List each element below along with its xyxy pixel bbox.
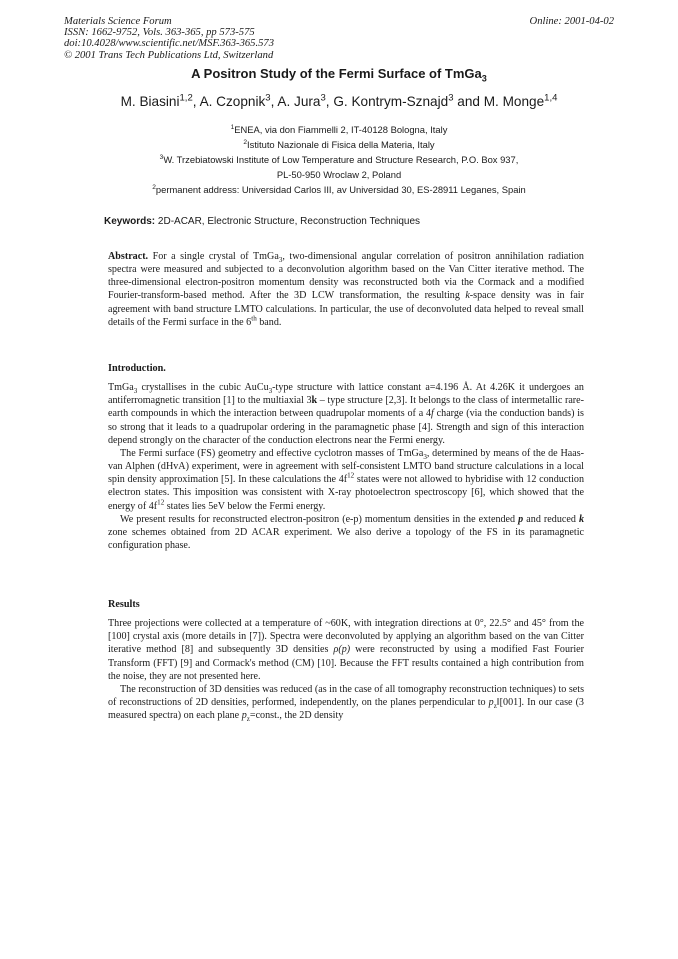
copyright-line: © 2001 Trans Tech Publications Ltd, Switzerland [64,49,274,61]
results-heading: Results [108,599,140,610]
affiliation-line [90,137,588,152]
abstract-text: , two-dimensional angular correlation of positron annihilation radiation spectra were measured and subjected to a deconvolution algorithm based on the Van Citter iterative method. The three-dimensional electron-positron momentum density was reconstructed both via the Cormack and a modified Fourier-transform-based method. After the 3D LCW transformation, the resulting [108,251,584,302]
abstract-text: -space density was in fair agreement with band structure LMTO calculations. In particular, the use of deconvoluted data helped to reveal small details of the Fermi surface in the 6 [108,290,584,328]
affiliation-line [90,182,588,197]
author-name: A. Czopnik [199,94,266,109]
introduction-heading: Introduction. [108,363,166,374]
affiliation-text: ENEA, via don Fiammelli 2, IT-40128 Bologna, Italy [234,124,448,135]
author-affiliation-mark: 1,4 [544,92,558,104]
abstract-paragraph [108,250,584,329]
affiliation-mark: 3 [159,153,164,161]
publication-header [64,16,274,61]
results-paragraph-2: The reconstruction of 3D densities was reduced (as in the case of all tomography reconstruction techniques) to sets of reconstructions of 2D densities, performed, independently, on the planes perpendicular to $p_z‖[001]$. In our case (3 measured spectra) on each plane $p_z=const$., the 2D density [108,683,584,724]
keywords-text: 2D-ACAR, Electronic Structure, Reconstruction Techniques [157,216,421,227]
abstract-label: Abstract. [108,251,149,262]
author-affiliation-mark: 3 [448,92,454,104]
author-name: G. Kontrym-Sznajd [333,94,449,109]
abstract-superscript: th [251,314,257,323]
affiliation-mark: 1 [230,123,235,131]
author-separator: , [270,94,278,109]
affiliation-mark: 2 [152,183,156,191]
abstract-italic-k: k [465,290,470,302]
paper-title [0,66,678,84]
abstract-text: band. [256,316,282,328]
introduction-paragraph-2: The Fermi surface (FS) geometry and effective cyclotron masses of TmGa$_3$, determined by means of the de Haas-van Alphen (dHvA) experiment, were in agreement with self-consistent LMTO band structure calculations in a local spin density approximation [5]. In these calculations the $4f^{12}$ states were not allowed to hybridise with 12 conduction electron states. This imposition was consistent with X-ray photoelectron spectroscopy [6], which showed that the energy of $4f^{12}$ states lies 5eV below the Fermi energy. [108,447,584,512]
online-date: Online: 2001-04-02 [529,16,614,27]
author-name: A. Jura [277,94,321,109]
issn-line: ISSN: 1662-9752, Vols. 363-365, pp 573-575 [64,27,255,39]
title-text: A Positron Study of the Fermi Surface of TmGa [191,66,482,81]
journal-name: Materials Science Forum [64,16,172,27]
keywords-label: Keywords: [104,216,156,227]
abstract-text: For a single crystal of TmGa [152,251,279,262]
affiliation-list [90,122,588,197]
author-affiliation-mark: 1,2 [179,92,193,104]
affiliation-text: W. Trzebiatowski Institute of Low Temperature and Structure Research, P.O. Box 937, [163,154,519,165]
affiliation-text: permanent address: Universidad Carlos III, av Universidad 30, ES-28911 Leganes, Spain [155,184,526,195]
affiliation-line [90,122,588,137]
results-paragraph-1: Three projections were collected at a temperature of ~60K, with integration directions at 0°, 22.5° and 45° from the [100] crystal axis (more details in [7]). Spectra were deconvoluted by applying an algorithm based on the van Citter iterative method [8] and subsequently 3D densities ρ(p) were reconstructed by using a modified Fast Fourier Transform (FFT) [9] and Cormack's method (CM) [10]. Because the FFT results contained a high contribution from the noise, they are not presented here. [108,618,584,682]
results-section [108,598,584,722]
author-separator: , [325,94,334,109]
author-list [0,94,678,109]
affiliation-line [90,152,588,167]
author-affiliation-mark: 3 [265,92,271,104]
author-affiliation-mark: 3 [320,92,326,104]
author-name: M. Biasini [120,94,180,109]
affiliation-text: Istituto Nazionale di Fisica della Materia, Italy [247,139,435,150]
abstract-subscript: 3 [278,256,283,265]
introduction-section [108,362,584,552]
keywords-line [104,216,420,227]
affiliation-mark: 2 [243,138,248,146]
affiliation-line [90,167,588,182]
introduction-paragraph-3: We present results for reconstructed electron-positron (e-p) momentum densities in the extended p and reduced k zone schemes obtained from 2D ACAR experiment. We also derive a topology of the FS in its paramagnetic configuration phase. [108,513,584,552]
title-subscript: 3 [481,73,487,84]
author-name: M. Monge [483,94,545,109]
author-separator: , [192,94,200,109]
introduction-paragraph-1: TmGa$_3$ crystallises in the cubic AuCu$_3$-type structure with lattice constant a=4.196 Å. At 4.26K it undergoes an antiferromagnetic transition [1] to the multiaxial 3k – type structure [2,3]. It belongs to the class of intermetallic rare-earth compounds in which the interaction between quadrupolar moments of a 4f charge (via the conduction bands) is so strong that it leads to a quadrupolar ordering in the paramagnetic phase [4]. Strength and sign of this interaction depend strongly on the character of the conduction electrons near the Fermi energy. [108,382,584,446]
author-separator: and [453,94,484,109]
affiliation-text: PL-50-950 Wroclaw 2, Poland [276,169,402,180]
doi-line: doi:10.4028/www.scientific.net/MSF.363-365.573 [64,38,274,50]
